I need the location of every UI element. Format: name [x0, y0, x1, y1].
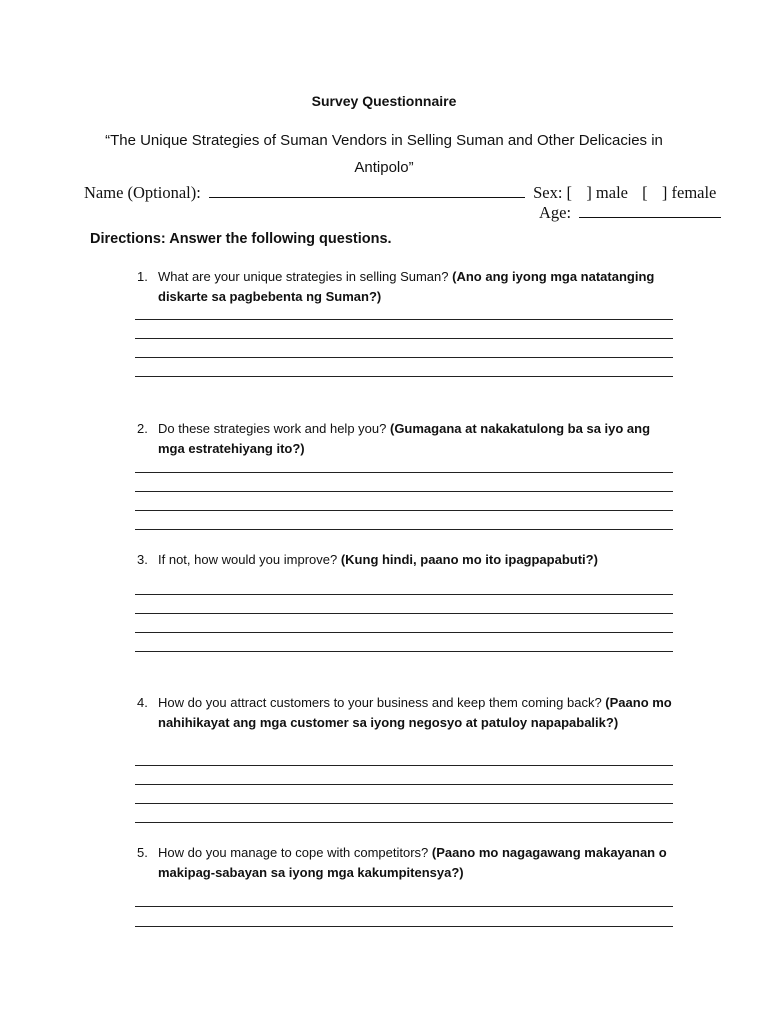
page-title: Survey Questionnaire: [311, 93, 457, 109]
question-translation: (Gumagana at nakakatulong ba sa iyo ang mga estratehiyang ito?): [158, 421, 651, 456]
answer-line[interactable]: [135, 491, 673, 492]
survey-subtitle: “The Unique Strategies of Suman Vendors in Selling Suman and Other Delicacies in Antipolo”: [105, 132, 663, 176]
question-number: 2.: [137, 421, 148, 436]
age-input-line[interactable]: [579, 203, 721, 218]
question-number: 5.: [137, 845, 148, 860]
question-translation: (Paano mo nahihikayat ang mga customer sa iyong negosyo at patuloy napapabalik?): [158, 695, 672, 730]
question-1: [137, 267, 677, 307]
sex-label: Sex: [: [533, 183, 573, 202]
male-label: ] male: [586, 183, 628, 202]
question-3: [137, 550, 677, 570]
answer-line[interactable]: [135, 594, 673, 595]
answer-line[interactable]: [135, 357, 673, 358]
question-4: [137, 693, 677, 733]
question-text: How do you attract customers to your business and keep them coming back?: [158, 695, 602, 710]
answer-line[interactable]: [135, 613, 673, 614]
question-text: What are your unique strategies in selling Suman?: [158, 269, 449, 284]
question-text: If not, how would you improve?: [158, 552, 338, 567]
answer-line[interactable]: [135, 803, 673, 804]
answer-line[interactable]: [135, 906, 673, 907]
answer-line[interactable]: [135, 319, 673, 320]
question-5: [137, 843, 677, 883]
question-number: 3.: [137, 552, 148, 567]
question-text: How do you manage to cope with competitors?: [158, 845, 429, 860]
answer-line[interactable]: [135, 651, 673, 652]
question-translation: (Kung hindi, paano mo ito ipagpapabuti?): [340, 552, 598, 567]
female-label: ] female: [661, 183, 717, 202]
answer-line[interactable]: [135, 822, 673, 823]
answer-line[interactable]: [135, 510, 673, 511]
answer-line[interactable]: [135, 376, 673, 377]
female-checkbox-open[interactable]: [: [642, 183, 648, 202]
question-text: Do these strategies work and help you?: [158, 421, 387, 436]
question-translation: (Paano mo nagagawang makayanan o makipag-sabayan sa iyong mga kakumpitensya?): [158, 845, 667, 880]
name-label: Name (Optional):: [84, 183, 201, 202]
answer-line[interactable]: [135, 765, 673, 766]
age-label: Age:: [539, 203, 572, 222]
question-2: [137, 419, 677, 459]
answer-line[interactable]: [135, 784, 673, 785]
directions: Directions: Answer the following questions.: [90, 231, 392, 247]
age-field-row: [539, 203, 721, 223]
answer-line[interactable]: [135, 472, 673, 473]
answer-line[interactable]: [135, 338, 673, 339]
answer-line[interactable]: [135, 926, 673, 927]
answer-line[interactable]: [135, 529, 673, 530]
name-field-row: [84, 183, 716, 203]
question-number: 1.: [137, 269, 148, 284]
question-number: 4.: [137, 695, 148, 710]
question-translation: (Ano ang iyong mga natatanging diskarte sa pagbebenta ng Suman?): [158, 269, 655, 304]
name-input-line[interactable]: [209, 183, 525, 198]
answer-line[interactable]: [135, 632, 673, 633]
